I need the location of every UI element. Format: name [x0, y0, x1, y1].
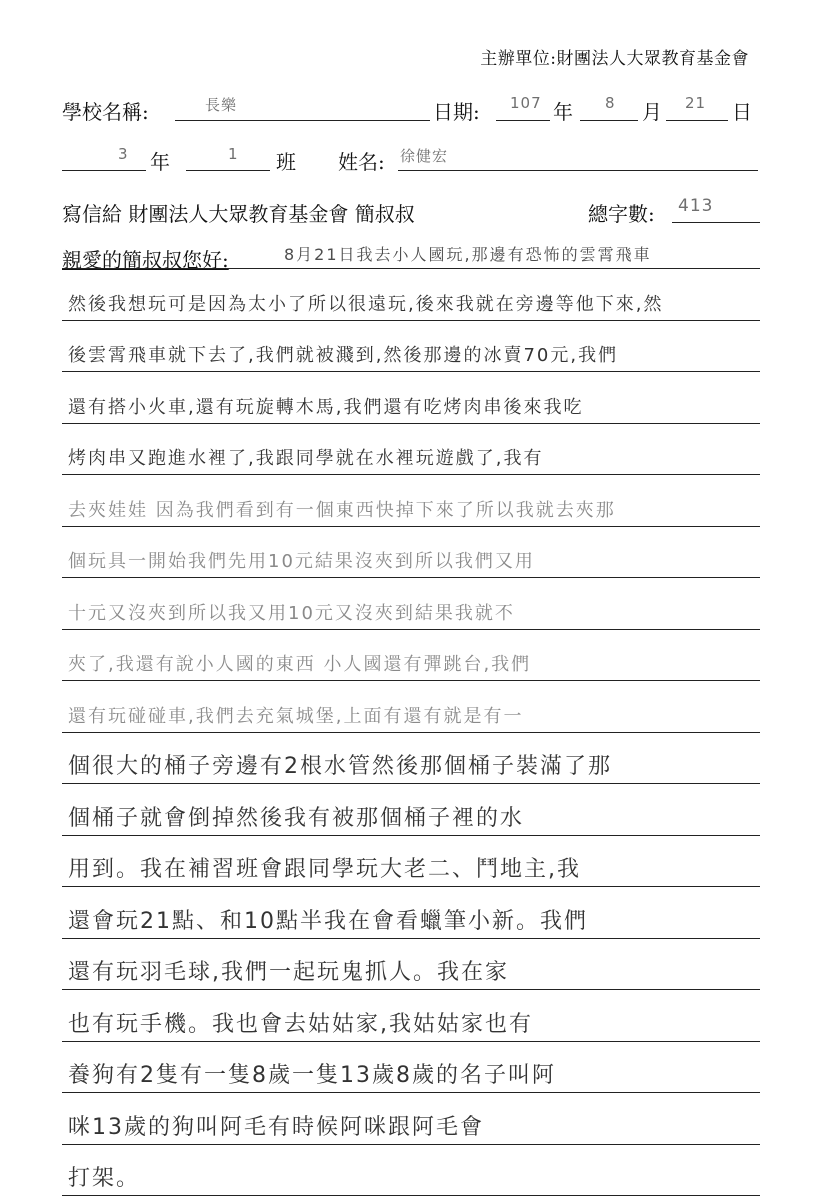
grade-label: 年 [150, 150, 170, 174]
letter-line: 打架。 [68, 1166, 141, 1191]
letter-line: 用到。我在補習班會跟同學玩大老二、鬥地主,我 [68, 857, 581, 882]
ruled-line [62, 835, 760, 836]
letter-line: 夾了,我還有說小人國的東西 小人國還有彈跳台,我們 [68, 654, 532, 675]
date-label: 日期: [433, 100, 480, 124]
organizer-label: 主辦單位:財團法人大眾教育基金會 [480, 49, 749, 69]
letter-line: 個玩具一開始我們先用10元結果沒夾到所以我們又用 [68, 551, 535, 572]
word-count-underline [672, 222, 760, 223]
ruled-line [62, 320, 760, 321]
year-value: 107 [510, 94, 542, 112]
ruled-line [62, 1092, 760, 1093]
ruled-line [62, 1041, 760, 1042]
day-value: 21 [685, 94, 707, 112]
ruled-line [62, 886, 760, 887]
name-underline [398, 170, 758, 171]
name-label: 姓名: [338, 150, 385, 174]
ruled-line [62, 1144, 760, 1145]
ruled-line [62, 474, 760, 475]
school-value: 長樂 [205, 96, 238, 114]
letter-line: 烤肉串又跑進水裡了,我跟同學就在水裡玩遊戲了,我有 [68, 448, 544, 469]
year-label: 年 [553, 100, 573, 124]
ruled-line [62, 783, 760, 784]
letter-line: 個很大的桶子旁邊有2根水管然後那個桶子裝滿了那 [68, 754, 612, 779]
letter-line: 還有玩羽毛球,我們一起玩鬼抓人。我在家 [68, 960, 509, 985]
letter-line: 還會玩21點、和10點半我在會看蠟筆小新。我們 [68, 908, 588, 934]
word-count-value: 413 [678, 196, 714, 216]
month-label: 月 [642, 100, 662, 124]
letter-line: 也有玩手機。我也會去姑姑家,我姑姑家也有 [68, 1011, 533, 1037]
letter-line: 咪13歲的狗叫阿毛有時候阿咪跟阿毛會 [68, 1114, 484, 1140]
school-underline [175, 120, 430, 121]
grade-value: 3 [118, 145, 129, 163]
letter-line: 還有玩碰碰車,我們去充氣城堡,上面有還有就是有一 [68, 705, 524, 727]
day-label: 日 [732, 100, 752, 124]
class-value: 1 [228, 145, 239, 163]
grade-underline [62, 170, 146, 171]
letter-line: 養狗有2隻有一隻8歲一隻13歲8歲的名子叫阿 [68, 1063, 556, 1088]
ruled-line [62, 732, 760, 733]
school-label: 學校名稱: [62, 100, 149, 124]
letter-line: 後雲霄飛車就下去了,我們就被濺到,然後那邊的冰賣70元,我們 [68, 345, 619, 366]
month-value: 8 [605, 94, 616, 112]
class-label: 班 [276, 150, 296, 174]
ruled-line [62, 989, 760, 990]
ruled-line [62, 629, 760, 630]
greeting: 親愛的簡叔叔您好: [62, 248, 229, 272]
word-count-label: 總字數: [588, 202, 655, 226]
letter-line: 十元又沒夾到所以我又用10元又沒夾到結果我就不 [68, 602, 515, 624]
ruled-line [62, 577, 760, 578]
name-value: 徐健宏 [400, 147, 449, 165]
letter-line: 個桶子就會倒掉然後我有被那個桶子裡的水 [68, 805, 525, 831]
ruled-line [62, 423, 760, 424]
letter-line: 去夾娃娃 因為我們看到有一個東西快掉下來了所以我就去夾那 [68, 499, 616, 521]
day-underline [666, 120, 728, 121]
year-underline [496, 120, 550, 121]
letter-line: 8月21日我去小人國玩,那邊有恐怖的雲霄飛車 [284, 245, 652, 264]
ruled-line [62, 680, 760, 681]
school-date-row [62, 96, 149, 125]
ruled-line [62, 371, 760, 372]
letter-line: 然後我想玩可是因為太小了所以很遠玩,後來我就在旁邊等他下來,然 [68, 293, 664, 315]
ruled-line [62, 268, 760, 269]
letter-line: 還有搭小火車,還有玩旋轉木馬,我們還有吃烤肉串後來我吃 [68, 396, 584, 418]
ruled-line [62, 526, 760, 527]
ruled-line [62, 938, 760, 939]
class-underline [186, 170, 270, 171]
letter-to: 寫信給 財團法人大眾教育基金會 簡叔叔 [62, 202, 415, 226]
month-underline [580, 120, 638, 121]
